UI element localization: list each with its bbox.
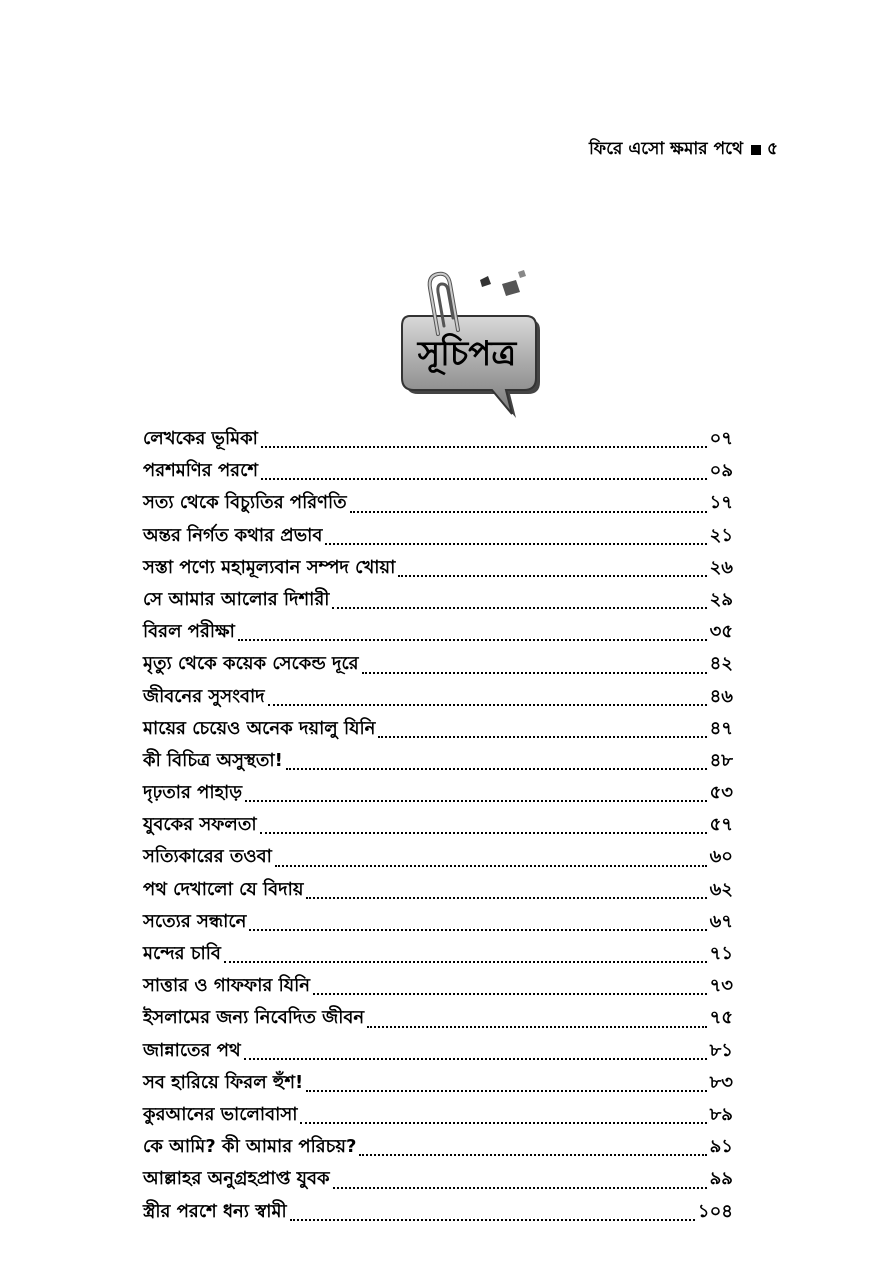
toc-entry-page: ৮৩	[709, 1071, 733, 1093]
toc-badge	[392, 268, 552, 418]
toc-entry[interactable]	[143, 1003, 733, 1035]
toc-entry-page: ০৯	[709, 460, 733, 482]
toc-entry-page: ৬০	[709, 846, 733, 868]
toc-entry[interactable]	[143, 488, 733, 520]
toc-entry[interactable]	[143, 971, 733, 1003]
toc-entry-title: সস্তা পণ্যে মহামূল্যবান সম্পদ খোয়া	[143, 556, 396, 578]
toc-entry-page: ৪৮	[709, 749, 733, 771]
page-number: ৫	[766, 139, 778, 159]
toc-entry[interactable]	[143, 649, 733, 681]
toc-entry-title: দৃঢ়তার পাহাড়	[143, 782, 243, 804]
toc-entry[interactable]	[143, 875, 733, 907]
dot-leader	[306, 1090, 706, 1092]
toc-entry-title: অন্তর নির্গত কথার প্রভাব	[143, 524, 323, 546]
toc-entry-title: জান্নাতের পথ	[143, 1039, 241, 1061]
dot-leader	[286, 768, 707, 770]
toc-entry[interactable]	[143, 1068, 733, 1100]
toc-entry-title: ইসলামের জন্য নিবেদিত জীবন	[143, 1007, 365, 1029]
dot-leader	[245, 800, 706, 802]
toc-entry[interactable]	[143, 1132, 733, 1164]
dot-leader	[333, 1187, 707, 1189]
dot-leader	[367, 1026, 706, 1028]
toc-entry-page: ০৭	[709, 428, 733, 449]
toc-entry-title: জীবনের সুসংবাদ	[143, 685, 265, 707]
table-of-contents	[143, 424, 733, 1229]
dot-leader	[378, 736, 706, 738]
toc-entry-title: সব হারিয়ে ফিরল হুঁশ!	[143, 1071, 304, 1093]
toc-entry[interactable]	[143, 1100, 733, 1132]
dot-leader	[300, 1122, 706, 1124]
dot-leader	[306, 897, 706, 899]
toc-entry[interactable]	[143, 1197, 733, 1229]
dot-leader	[350, 511, 707, 513]
dot-leader	[249, 929, 706, 931]
dot-leader	[275, 865, 707, 867]
toc-entry-page: ৫৩	[709, 782, 733, 804]
toc-entry-page: ৭৫	[709, 1007, 733, 1029]
toc-entry-page: ২৯	[709, 588, 733, 610]
toc-entry-page: ৯১	[709, 1136, 733, 1158]
toc-entry-page: ১৭	[709, 492, 733, 514]
dot-leader	[398, 575, 706, 577]
square-bullet-icon	[751, 145, 761, 155]
toc-entry[interactable]	[143, 714, 733, 746]
toc-entry[interactable]	[143, 939, 733, 971]
toc-entry-title: লেখকের ভূমিকা	[143, 428, 258, 449]
running-head	[589, 136, 778, 164]
toc-entry[interactable]	[143, 553, 733, 585]
toc-entry[interactable]	[143, 424, 733, 456]
toc-entry-page: ৬২	[709, 878, 733, 900]
toc-entry-page: ৪২	[709, 653, 733, 675]
toc-entry[interactable]	[143, 778, 733, 810]
toc-entry[interactable]	[143, 617, 733, 649]
toc-entry-page: ৭৩	[709, 975, 733, 997]
toc-entry[interactable]	[143, 746, 733, 778]
toc-entry[interactable]	[143, 456, 733, 488]
toc-entry-title: পরশমণির পরশে	[143, 460, 258, 482]
toc-entry[interactable]	[143, 842, 733, 874]
toc-entry-title: সত্যিকারের তওবা	[143, 846, 272, 868]
toc-entry[interactable]	[143, 907, 733, 939]
toc-entry-title: সত্যের সন্ধানে	[143, 910, 247, 932]
dot-leader	[261, 478, 707, 480]
toc-entry[interactable]	[143, 1036, 733, 1068]
dot-leader	[325, 543, 706, 545]
dot-leader	[313, 993, 707, 995]
dot-leader	[260, 832, 707, 834]
toc-entry-page: ৫৭	[709, 814, 733, 836]
toc-entry-title: কী বিচিত্র অসুস্থতা!	[143, 749, 283, 771]
toc-entry-page: ২১	[709, 524, 733, 546]
toc-entry-page: ৩৫	[709, 621, 733, 643]
dot-leader	[244, 1058, 707, 1060]
toc-entry[interactable]	[143, 521, 733, 553]
dot-leader	[359, 1154, 706, 1156]
toc-entry[interactable]	[143, 810, 733, 842]
confetti-icon	[480, 270, 526, 296]
dot-leader	[268, 704, 707, 706]
book-title: ফিরে এসো ক্ষমার পথে	[588, 139, 743, 159]
dot-leader	[238, 639, 707, 641]
toc-entry[interactable]	[143, 682, 733, 714]
toc-entry-page: ৬৭	[709, 910, 733, 932]
toc-entry-title: সে আমার আলোর দিশারী	[143, 588, 330, 610]
toc-entry-title: বিরল পরীক্ষা	[143, 621, 235, 643]
toc-entry-title: মন্দের চাবি	[143, 943, 221, 964]
dot-leader	[362, 672, 707, 674]
toc-entry-title: সাত্তার ও গাফফার যিনি	[143, 975, 311, 997]
dot-leader	[332, 607, 706, 609]
dot-leader	[261, 446, 707, 448]
toc-entry-page: ৮১	[709, 1039, 733, 1061]
toc-entry-page: ১০৪	[697, 1200, 733, 1222]
toc-entry-title: সত্য থেকে বিচ্যুতির পরিণতি	[143, 492, 347, 514]
toc-entry-title: কুরআনের ভালোবাসা	[143, 1103, 298, 1125]
toc-entry-page: ৪৬	[709, 685, 733, 707]
toc-entry-page: ৪৭	[709, 717, 733, 739]
toc-entry-page: ২৬	[709, 556, 733, 578]
toc-entry-title: মায়ের চেয়েও অনেক দয়ালু যিনি	[143, 717, 376, 739]
dot-leader	[290, 1219, 695, 1221]
toc-entry[interactable]	[143, 585, 733, 617]
toc-entry-title: আল্লাহর অনুগ্রহপ্রাপ্ত যুবক	[143, 1168, 330, 1190]
toc-entry-title: স্ত্রীর পরশে ধন্য স্বামী	[143, 1200, 287, 1222]
toc-entry[interactable]	[143, 1164, 733, 1196]
toc-entry-title: পথ দেখালো যে বিদায়	[143, 878, 304, 900]
dot-leader	[224, 961, 707, 963]
toc-entry-title: মৃত্যু থেকে কয়েক সেকেন্ড দূরে	[143, 653, 359, 675]
toc-entry-title: কে আমি? কী আমার পরিচয়?	[143, 1136, 357, 1158]
toc-entry-page: ৭১	[709, 943, 733, 964]
toc-entry-title: যুবকের সফলতা	[143, 814, 257, 836]
toc-entry-page: ৮৯	[709, 1103, 733, 1125]
toc-title: সূচিপত্র	[417, 334, 517, 374]
toc-entry-page: ৯৯	[709, 1168, 733, 1190]
